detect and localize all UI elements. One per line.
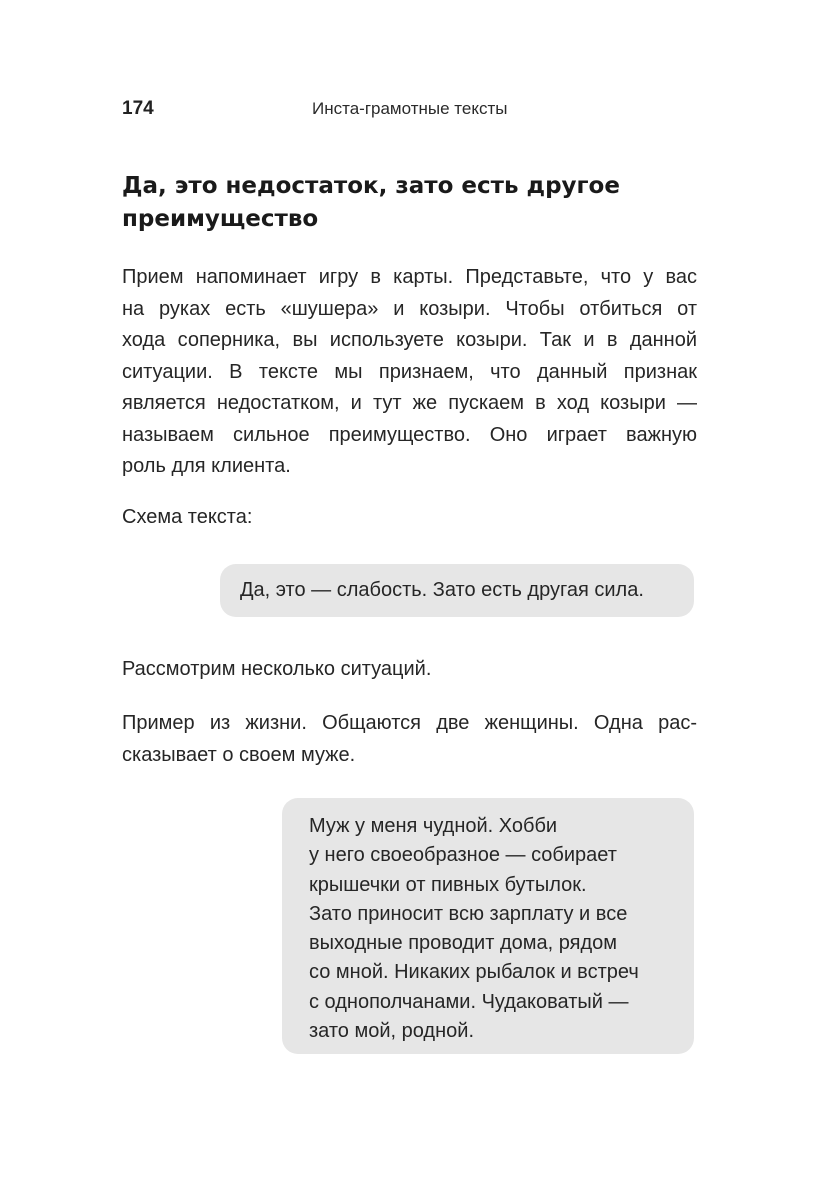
quote-line: Зато приносит всю зарплату и все [309, 902, 628, 925]
paragraph-line: сказывает о своем муже. [122, 743, 356, 766]
paragraph-line: Прием напоминает игру в карты. Представьте, что у вас [122, 266, 697, 288]
scheme-bubble [220, 564, 694, 617]
paragraph-line: ситуации. В тексте мы признаем, что данный признак [122, 360, 697, 383]
example-paragraph [122, 708, 697, 771]
paragraph-line: Пример из жизни. Общаются две женщины. Одна рас- [122, 712, 697, 734]
scheme-bubble-text: Да, это — слабость. Зато есть другая сила. [240, 579, 644, 601]
section-heading [122, 170, 702, 236]
intro-paragraph [122, 262, 697, 483]
scheme-label: Схема текста: [122, 506, 253, 528]
paragraph-line: называем сильное преимущество. Оно играет важную [122, 423, 697, 446]
quote-line: крышечки от пивных бутылок. [309, 873, 587, 896]
quote-line: у него своеобразное — собирает [309, 844, 617, 867]
section-heading-line: преимущество [122, 206, 319, 232]
quote-line: со мной. Никаких рыбалок и встреч [309, 961, 639, 984]
section-heading-line: Да, это недостаток, зато есть другое [122, 173, 620, 199]
paragraph-line: является недостатком, и тут же пускаем в ход козыри — [122, 392, 697, 414]
paragraph-line: на руках есть «шушера» и козыри. Чтобы отбиться от [122, 297, 697, 320]
quote-line: зато мой, родной. [309, 1020, 474, 1043]
situations-paragraph: Рассмотрим несколько ситуаций. [122, 658, 432, 680]
running-title: Инста-грамотные тексты [312, 99, 508, 118]
quote-line: выходные проводит дома, рядом [309, 932, 617, 955]
page-header [122, 98, 702, 124]
page-number: 174 [122, 98, 154, 119]
paragraph-line: хода соперника, вы используете козыри. Так и в данной [122, 329, 697, 351]
quote-bubble [282, 798, 694, 1054]
quote-line: с однополчанами. Чудаковатый — [309, 990, 629, 1013]
quote-line: Муж у меня чудной. Хобби [309, 815, 558, 837]
paragraph-line: роль для клиента. [122, 455, 291, 477]
